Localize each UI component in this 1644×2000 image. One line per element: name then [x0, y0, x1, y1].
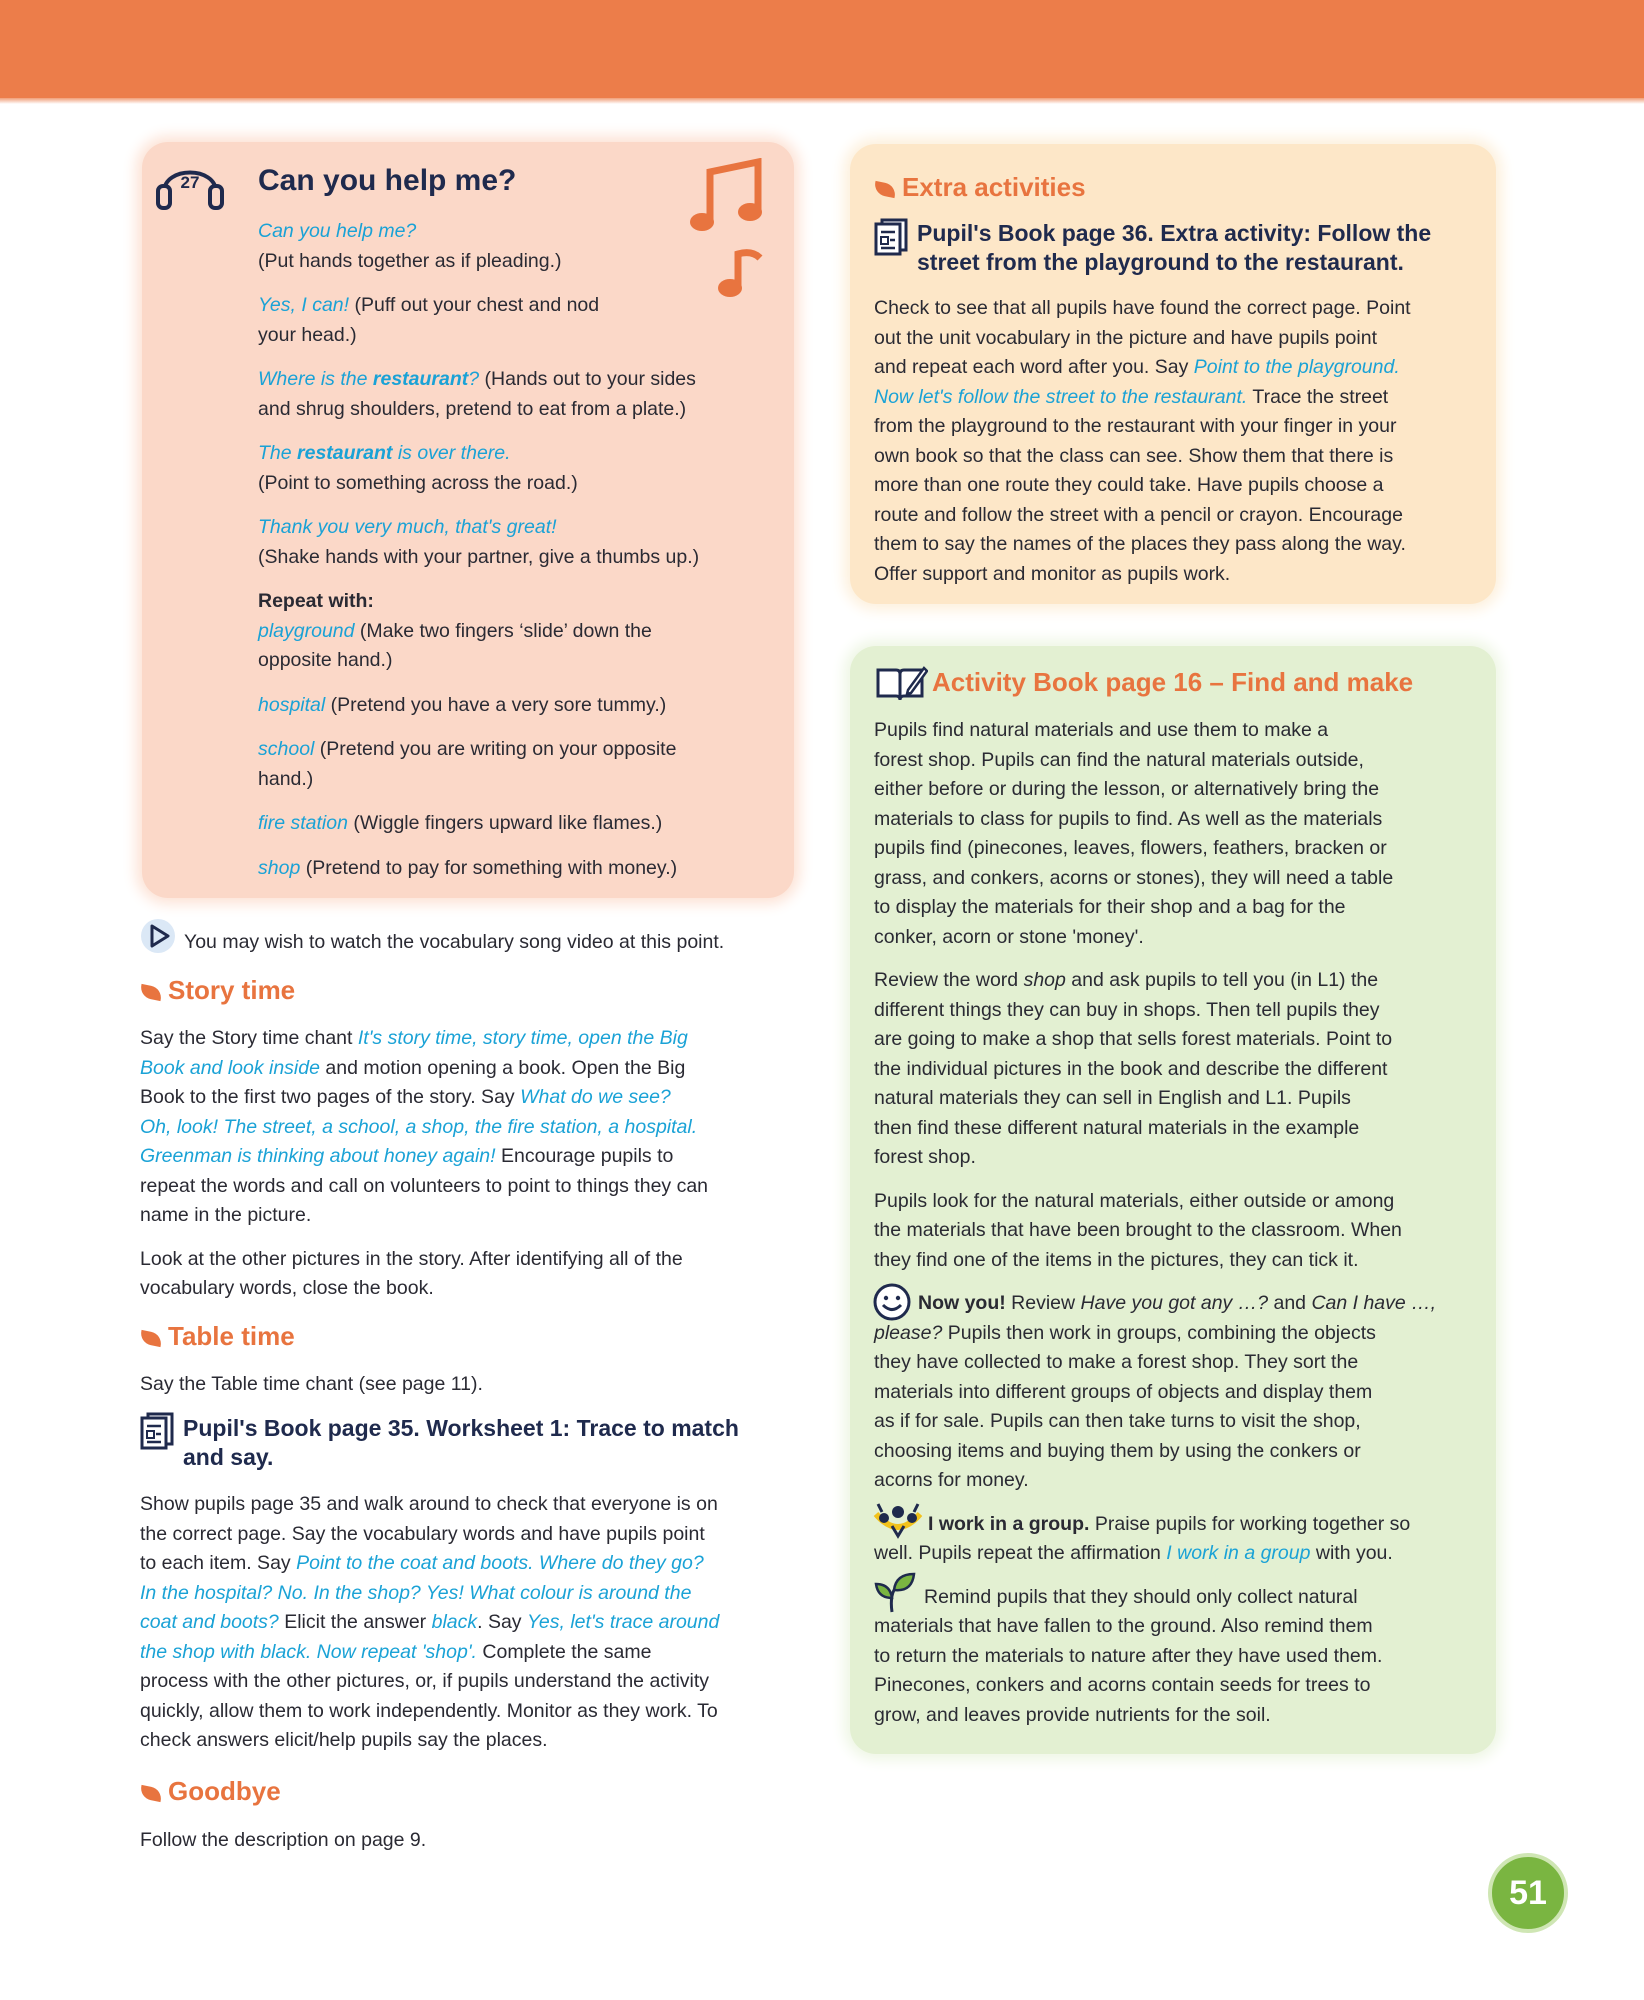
- table-time-heading: Table time: [140, 1321, 295, 1352]
- group-icon: [872, 1500, 924, 1540]
- leaf-icon: [139, 983, 163, 1000]
- worksheet-icon: [140, 1412, 174, 1450]
- table-time-text: Say the Table time chant (see page 11).: [140, 1373, 483, 1395]
- extra-activity-subheading: Pupil's Book page 36. Extra activity: Follow the street from the playground to the restaurant.: [917, 220, 1432, 275]
- smiley-icon: [872, 1282, 912, 1322]
- activity-book-text: Pupils find natural materials and use them to make a forest shop. Pupils can find the natural materials outside, either before or during the lesson, or alternatively bring the materials to class for pupils to find. As well as the materials pupils find (pinecones, leaves, flowers, feathers, bracken or grass, and conkers, acorns or stones), they will need a table to display the materials for their shop and a bag for the conker, acorn or stone 'money'. Review the word shop and ask pupils to tell you (in L1) the different things they can buy in shops. Then tell pupils they are going to make a shop that sells forest materials. Point to the individual pictures in the book and describe the different natural materials they can sell in English and L1. Pupils then find these different natural materials in the example forest shop. Pupils look for the natural materials, either outside or among the materials that have been brought to the classroom. When they find one of the items in the pictures, they can tick it. Now you! Review Have you got any …? and Can I have …, please? Pupils then work in groups, combining the objects they have collected to make a forest shop. They sort the materials into different groups of objects and display them as if for sale. Pupils can then take turns to visit the shop, choosing items and buying them by using the conkers or acorns for money. I work in a group. Praise pupils for working together so well. Pupils repeat the affirmation I work in a group with you. Remind pupils that they should only collect natural materials that have fallen to the ground. Also remind them to return the materials to nature after they have used them. Pinecones, conkers and acorns contain seeds for trees to grow, and leaves provide nutrients for the soil.: [874, 716, 1494, 1730]
- lyric-line: The restaurant is over there.: [258, 442, 511, 464]
- lyric-action: (Put hands together as if pleading.): [258, 249, 562, 272]
- repeat-item: school (Pretend you are writing on your opposite: [258, 738, 677, 760]
- worksheet-text: Show pupils page 35 and walk around to check that everyone is on the correct page. Say the vocabulary words and have pupils point to each item. Say Point to the coat and boots. Where do they go? In the hospital? No. In the shop? Yes! What colour is around the coat and boots? Elicit the answer black. Say Yes, let's trace around the shop with black. Now repeat 'shop'. Complete the same process with the other pictures, or, if pupils understand the activity quickly, allow them to work independently. Monitor as they work. To check answers elicit/help pupils say the places.: [140, 1493, 720, 1751]
- worksheet-heading: Pupil's Book page 35. Worksheet 1: Trace to match and say.: [183, 1415, 739, 1470]
- lyric-action: (Shake hands with your partner, give a thumbs up.): [258, 545, 700, 568]
- story-time-text: Say the Story time chant It's story time, story time, open the Big Book and look inside and motion opening a book. Open the Big Book to the first two pages of the story. Say What do we see? Oh, look! The street, a school, a shop, the fire station, a hospital. Greenman is thinking about honey again! Encourage pupils to repeat the words and call on volunteers to point to things they can name in the picture. Look at the other pictures in the story. After identifying all of the vocabulary words, close the book.: [140, 1027, 709, 1299]
- lyric-line: Can you help me?: [258, 220, 417, 242]
- leaf-icon: [139, 1329, 163, 1346]
- header-band: [0, 0, 1644, 98]
- page-number: 51: [1488, 1853, 1568, 1933]
- repeat-action: opposite hand.): [258, 649, 393, 671]
- repeat-item: playground (Make two fingers ‘slide’ down the: [258, 619, 652, 642]
- group-line: I work in a group. Praise pupils for working together so: [928, 1512, 1411, 1535]
- now-you-line: Now you! Review Have you got any …? and Can I have …,: [918, 1292, 1437, 1314]
- lyric-action: (Point to something across the road.): [258, 471, 578, 494]
- repeat-item: fire station (Wiggle fingers upward like flames.): [258, 812, 663, 834]
- activity-book-heading: Activity Book page 16 – Find and make: [932, 667, 1414, 697]
- worksheet-icon: [874, 218, 908, 256]
- song-title: Can you help me?: [258, 164, 517, 197]
- leaf-icon: [139, 1784, 163, 1801]
- activity-book-icon: [874, 664, 928, 704]
- leaf-icon: [873, 180, 897, 197]
- repeat-label: Repeat with:: [258, 590, 374, 612]
- track-number: 27: [180, 173, 200, 192]
- lyric-action: your head.): [258, 323, 357, 346]
- lyric-line: Yes, I can! (Puff out your chest and nod: [258, 294, 600, 316]
- video-play-icon[interactable]: [140, 918, 176, 954]
- extra-activities-heading: Extra activities: [874, 172, 1086, 203]
- repeat-item: shop (Pretend to pay for something with money.): [258, 856, 678, 879]
- story-time-heading: Story time: [140, 975, 295, 1006]
- headphones-icon: [156, 156, 224, 212]
- lyric-line: Where is the restaurant? (Hands out to your sides: [258, 368, 696, 390]
- nature-line: Remind pupils that they should only collect natural: [924, 1585, 1358, 1608]
- plant-leaf-icon: [872, 1572, 918, 1614]
- lyric-line: Thank you very much, that's great!: [258, 516, 557, 538]
- lyric-action: and shrug shoulders, pretend to eat from a plate.): [258, 397, 687, 420]
- goodbye-text: Follow the description on page 9.: [140, 1829, 427, 1851]
- repeat-item: hospital (Pretend you have a very sore tummy.): [258, 693, 667, 716]
- song-lyrics: [258, 217, 788, 883]
- extra-activity-text: Check to see that all pupils have found the correct page. Point out the unit vocabulary in the picture and have pupils point and repeat each word after you. Say Point to the playground. Now let's follow the street to the restaurant. Trace the street from the playground to the restaurant with your finger in your own book so that the class can see. Show them that there is more than one route they could take. Have pupils choose a route and follow the street with a pencil or crayon. Encourage them to say the names of the places they pass along the way. Offer support and monitor as pupils work.: [874, 297, 1411, 585]
- goodbye-heading: Goodbye: [140, 1776, 281, 1807]
- video-note: You may wish to watch the vocabulary song video at this point.: [184, 931, 725, 953]
- repeat-action: hand.): [258, 767, 314, 790]
